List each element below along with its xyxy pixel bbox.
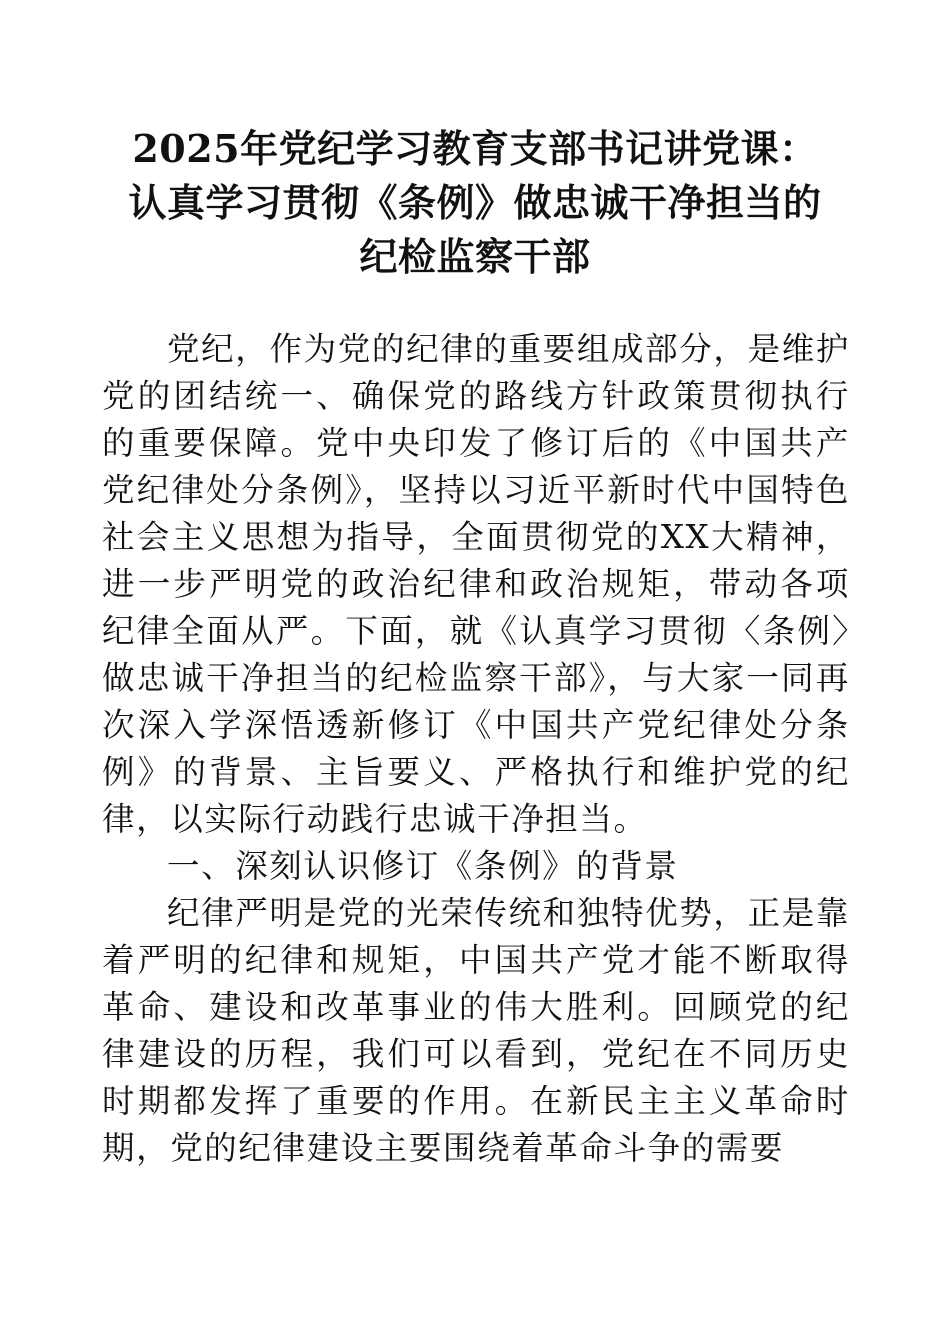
document-body (102, 326, 850, 1172)
paragraph-background: 纪律严明是党的光荣传统和独特优势，正是靠着严明的纪律和规矩，中国共产党才能不断取得革命、建设和改革事业的伟大胜利。回顾党的纪律建设的历程，我们可以看到，党纪在不同历史时期都发挥了重要的作用。在新民主主义革命时期，党的纪律建设主要围绕着革命斗争的需要 (102, 894, 850, 1167)
title-line-3: 纪检监察干部 (359, 234, 591, 279)
document-title (100, 122, 850, 284)
title-line-1: 2025年党纪学习教育支部书记讲党课： (132, 126, 818, 171)
title-line-2: 认真学习贯彻《条例》做忠诚干净担当的 (128, 180, 822, 225)
paragraph-intro: 党纪，作为党的纪律的重要组成部分，是维护党的团结统一、确保党的路线方针政策贯彻执行的重要保障。党中央印发了修订后的《中国共产党纪律处分条例》，坚持以习近平新时代中国特色社会主义思想为指导，全面贯彻党的XX大精神，进一步严明党的政治纪律和政治规矩，带动各项纪律全面从严。下面，就《认真学习贯彻〈条例〉做忠诚干净担当的纪检监察干部》，与大家一同再次深入学深悟透新修订《中国共产党纪律处分条例》的背景、主旨要义、严格执行和维护党的纪律，以实际行动践行忠诚干净担当。 (102, 330, 850, 838)
section-heading: 一、深刻认识修订《条例》的背景 (167, 847, 679, 885)
